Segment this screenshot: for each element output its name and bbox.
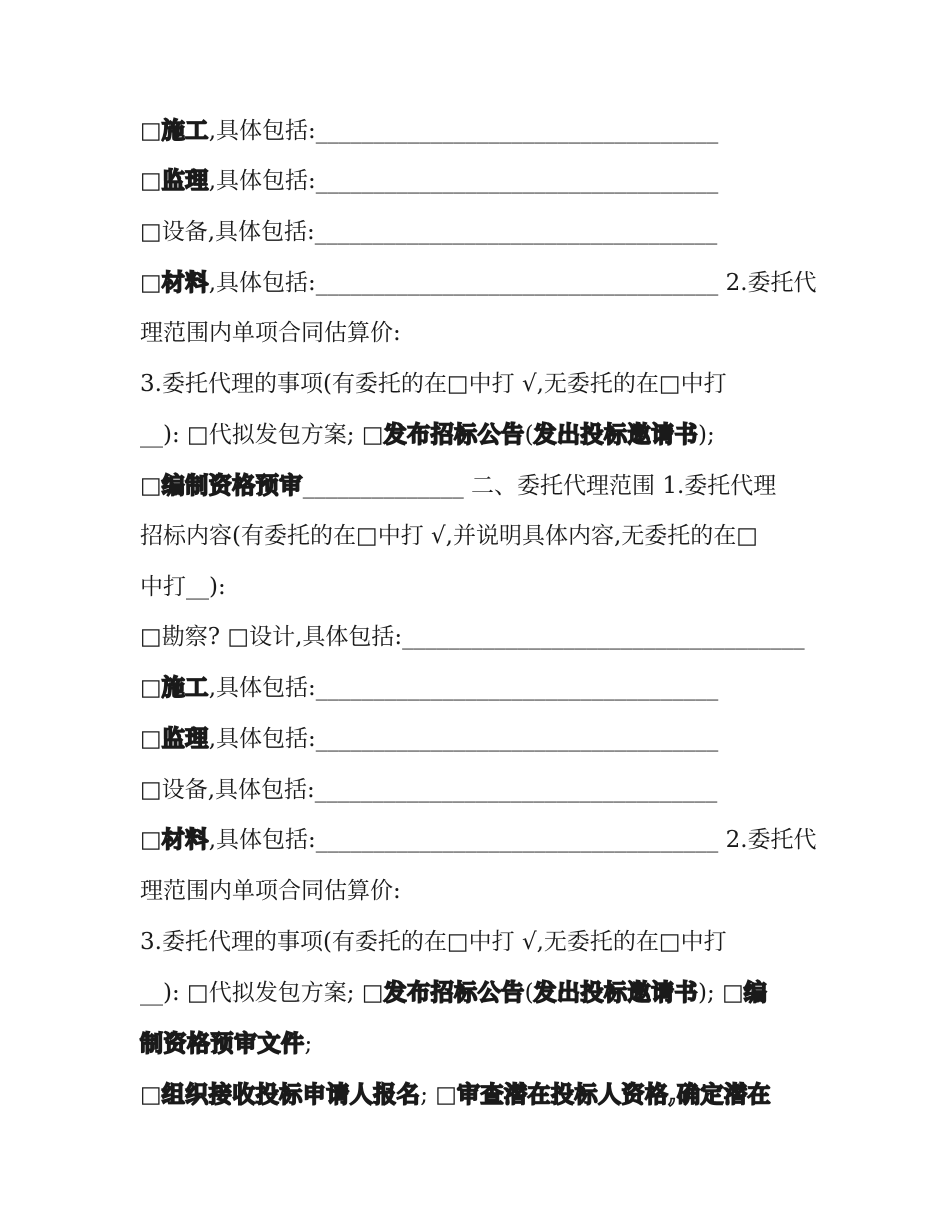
text-segment: __): □代拟发包方案; □	[140, 422, 384, 448]
text-line	[140, 572, 226, 602]
text-line	[140, 622, 805, 652]
text-line	[140, 1029, 312, 1059]
text-segment: □	[140, 473, 162, 499]
text-line	[140, 116, 718, 146]
text-segment: □	[140, 1082, 162, 1108]
outlined-text: 监理	[161, 167, 209, 194]
text-line	[140, 217, 717, 247]
text-segment: □勘察? □设计,具体包括:___________________________________	[140, 624, 805, 650]
text-segment: ______________ 二、委托代理范围 1.委托代理	[302, 473, 777, 499]
text-line	[140, 673, 718, 703]
text-segment: 3.委托代理的事项(有委托的在□中打 √,无委托的在□中打	[140, 929, 727, 955]
text-line	[140, 825, 817, 855]
text-line	[140, 927, 727, 957]
outlined-text: 施工	[161, 674, 209, 701]
text-segment: ,具体包括:___________________________________	[208, 118, 719, 144]
text-line	[140, 775, 717, 805]
text-line	[140, 978, 767, 1008]
text-segment: □	[140, 675, 162, 701]
text-segment: );	[698, 422, 715, 448]
text-line	[140, 318, 401, 348]
text-segment: 中打__):	[140, 574, 226, 600]
text-line	[140, 369, 727, 399]
outlined-text: 编制资格预审	[161, 472, 303, 499]
text-segment: ,具体包括:___________________________________	[208, 675, 719, 701]
outlined-text: 制资格预审文件	[140, 1030, 305, 1057]
outlined-text: 发布招标公告	[383, 979, 525, 1006]
text-segment: ,具体包括:___________________________________ 2.委托代	[208, 827, 817, 853]
text-segment: ;	[304, 1031, 313, 1057]
outlined-text: 发出投标邀请书	[533, 421, 699, 448]
text-segment: ,具体包括:___________________________________	[208, 168, 719, 194]
text-segment: ,具体包括:___________________________________ 2.委托代	[208, 270, 817, 296]
text-segment: __): □代拟发包方案; □	[140, 980, 384, 1006]
text-segment: ; □	[420, 1082, 458, 1108]
outlined-text: 施工	[161, 117, 209, 144]
text-line	[140, 268, 817, 298]
outlined-text: 材料	[161, 269, 209, 296]
outlined-text: 审查潜在投标人资格,确定潜在	[457, 1081, 772, 1108]
text-line	[140, 420, 715, 450]
outlined-text: 发布招标公告	[383, 421, 525, 448]
text-segment: □	[140, 270, 162, 296]
text-segment: ); □	[698, 980, 744, 1006]
text-segment: (	[524, 422, 534, 448]
outlined-text: 发出投标邀请书	[533, 979, 699, 1006]
text-segment: □设备,具体包括:___________________________________	[140, 777, 718, 803]
text-segment: □	[140, 118, 162, 144]
text-line	[140, 1080, 771, 1110]
text-line	[140, 166, 718, 196]
text-segment: 3.委托代理的事项(有委托的在□中打 √,无委托的在□中打	[140, 371, 727, 397]
text-line	[140, 521, 758, 551]
text-segment: □	[140, 168, 162, 194]
text-segment: 理范围内单项合同估算价:	[140, 320, 401, 346]
text-segment: ,具体包括:___________________________________	[208, 726, 719, 752]
text-segment: □设备,具体包括:___________________________________	[140, 219, 718, 245]
text-line	[140, 876, 401, 906]
text-segment: □	[140, 726, 162, 752]
outlined-text: 组织接收投标申请人报名	[161, 1081, 421, 1108]
text-line	[140, 471, 776, 501]
outlined-text: 编	[743, 979, 768, 1006]
text-segment: 理范围内单项合同估算价:	[140, 878, 401, 904]
text-segment: 招标内容(有委托的在□中打 √,并说明具体内容,无委托的在□	[140, 523, 759, 549]
outlined-text: 材料	[161, 826, 209, 853]
text-segment: □	[140, 827, 162, 853]
text-line	[140, 724, 718, 754]
outlined-text: 监理	[161, 725, 209, 752]
text-segment: (	[524, 980, 534, 1006]
